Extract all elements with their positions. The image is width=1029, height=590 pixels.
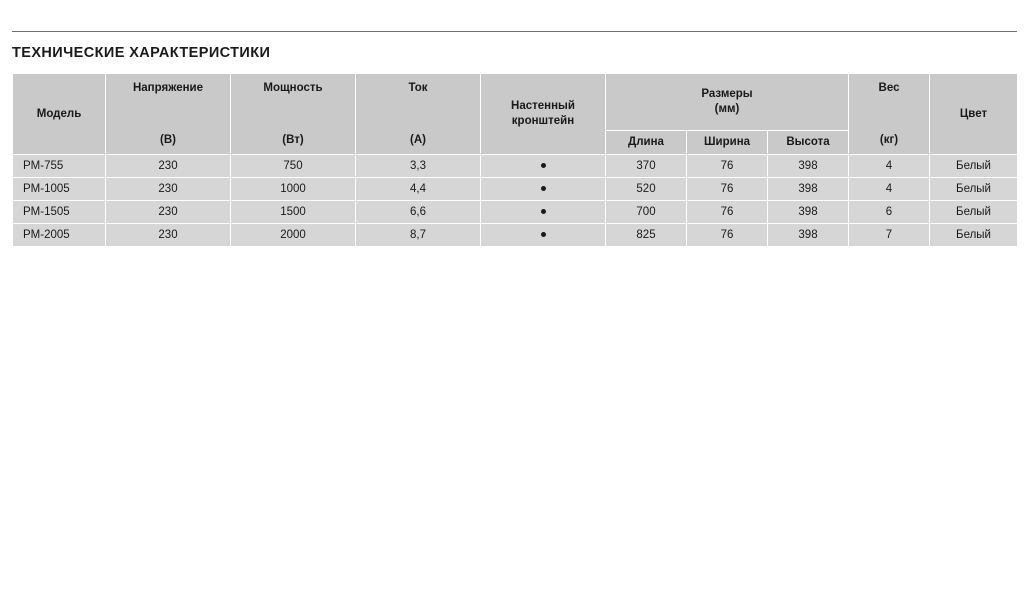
cell-power: 1500 bbox=[231, 200, 356, 223]
cell-width: 76 bbox=[687, 223, 768, 246]
cell-current: 6,6 bbox=[356, 200, 481, 223]
cell-power: 2000 bbox=[231, 223, 356, 246]
column-header-width-label: Ширина bbox=[703, 136, 751, 148]
cell-model: PM-1505 bbox=[13, 200, 106, 223]
cell-length: 520 bbox=[606, 177, 687, 200]
cell-color: Белый bbox=[930, 177, 1018, 200]
column-header-voltage-label: Напряжение bbox=[132, 82, 204, 94]
table-row bbox=[13, 223, 1018, 246]
column-header-color bbox=[930, 74, 1018, 155]
cell-height: 398 bbox=[768, 177, 849, 200]
column-header-width bbox=[687, 131, 768, 155]
cell-voltage: 230 bbox=[106, 223, 231, 246]
table-row bbox=[13, 200, 1018, 223]
cell-weight: 4 bbox=[849, 154, 930, 177]
table-body bbox=[13, 154, 1018, 246]
column-header-voltage-unit: (В) bbox=[160, 134, 176, 147]
column-header-color-label: Цвет bbox=[959, 107, 988, 120]
cell-power: 750 bbox=[231, 154, 356, 177]
cell-wall-bracket bbox=[481, 154, 606, 177]
cell-model: PM-2005 bbox=[13, 223, 106, 246]
cell-width: 76 bbox=[687, 177, 768, 200]
cell-height: 398 bbox=[768, 200, 849, 223]
column-header-dimensions bbox=[606, 74, 849, 131]
column-header-length-label: Длина bbox=[628, 136, 664, 148]
cell-weight: 6 bbox=[849, 200, 930, 223]
cell-height: 398 bbox=[768, 223, 849, 246]
column-header-weight bbox=[849, 74, 930, 155]
specifications-table bbox=[12, 73, 1018, 247]
table-row bbox=[13, 177, 1018, 200]
column-header-current-unit: (А) bbox=[410, 134, 426, 147]
bullet-icon bbox=[541, 186, 546, 191]
cell-model: PM-1005 bbox=[13, 177, 106, 200]
column-header-power bbox=[231, 74, 356, 155]
cell-height: 398 bbox=[768, 154, 849, 177]
cell-wall-bracket bbox=[481, 177, 606, 200]
cell-weight: 7 bbox=[849, 223, 930, 246]
column-header-model bbox=[13, 74, 106, 155]
cell-voltage: 230 bbox=[106, 154, 231, 177]
cell-length: 825 bbox=[606, 223, 687, 246]
column-header-current bbox=[356, 74, 481, 155]
column-header-weight-unit: (кг) bbox=[879, 134, 899, 147]
column-header-weight-label: Вес bbox=[878, 82, 900, 94]
cell-weight: 4 bbox=[849, 177, 930, 200]
bullet-icon bbox=[541, 209, 546, 214]
column-header-height bbox=[768, 131, 849, 155]
header-row-main bbox=[13, 74, 1018, 131]
table-header bbox=[13, 74, 1018, 155]
column-header-current-label: Ток bbox=[408, 82, 428, 94]
column-header-voltage bbox=[106, 74, 231, 155]
cell-width: 76 bbox=[687, 154, 768, 177]
top-divider bbox=[12, 31, 1017, 32]
column-header-height-label: Высота bbox=[786, 136, 830, 148]
cell-color: Белый bbox=[930, 154, 1018, 177]
column-header-power-unit: (Вт) bbox=[282, 134, 304, 147]
column-header-wall-bracket bbox=[481, 74, 606, 155]
cell-voltage: 230 bbox=[106, 200, 231, 223]
cell-power: 1000 bbox=[231, 177, 356, 200]
column-header-wall-bracket-label: Настенный кронштейн bbox=[511, 100, 575, 127]
cell-color: Белый bbox=[930, 200, 1018, 223]
column-header-power-label: Мощность bbox=[263, 82, 323, 94]
cell-length: 700 bbox=[606, 200, 687, 223]
cell-color: Белый bbox=[930, 223, 1018, 246]
bullet-icon bbox=[541, 232, 546, 237]
column-header-model-label: Модель bbox=[36, 107, 82, 120]
bullet-icon bbox=[541, 163, 546, 168]
page-title: ТЕХНИЧЕСКИЕ ХАРАКТЕРИСТИКИ bbox=[12, 45, 271, 61]
table-row bbox=[13, 154, 1018, 177]
cell-voltage: 230 bbox=[106, 177, 231, 200]
column-header-dimensions-unit: (мм) bbox=[714, 103, 740, 115]
column-header-length bbox=[606, 131, 687, 155]
cell-width: 76 bbox=[687, 200, 768, 223]
cell-current: 4,4 bbox=[356, 177, 481, 200]
cell-wall-bracket bbox=[481, 200, 606, 223]
cell-wall-bracket bbox=[481, 223, 606, 246]
cell-current: 3,3 bbox=[356, 154, 481, 177]
cell-model: PM-755 bbox=[13, 154, 106, 177]
column-header-dimensions-label: Размеры bbox=[701, 88, 753, 101]
cell-current: 8,7 bbox=[356, 223, 481, 246]
cell-length: 370 bbox=[606, 154, 687, 177]
